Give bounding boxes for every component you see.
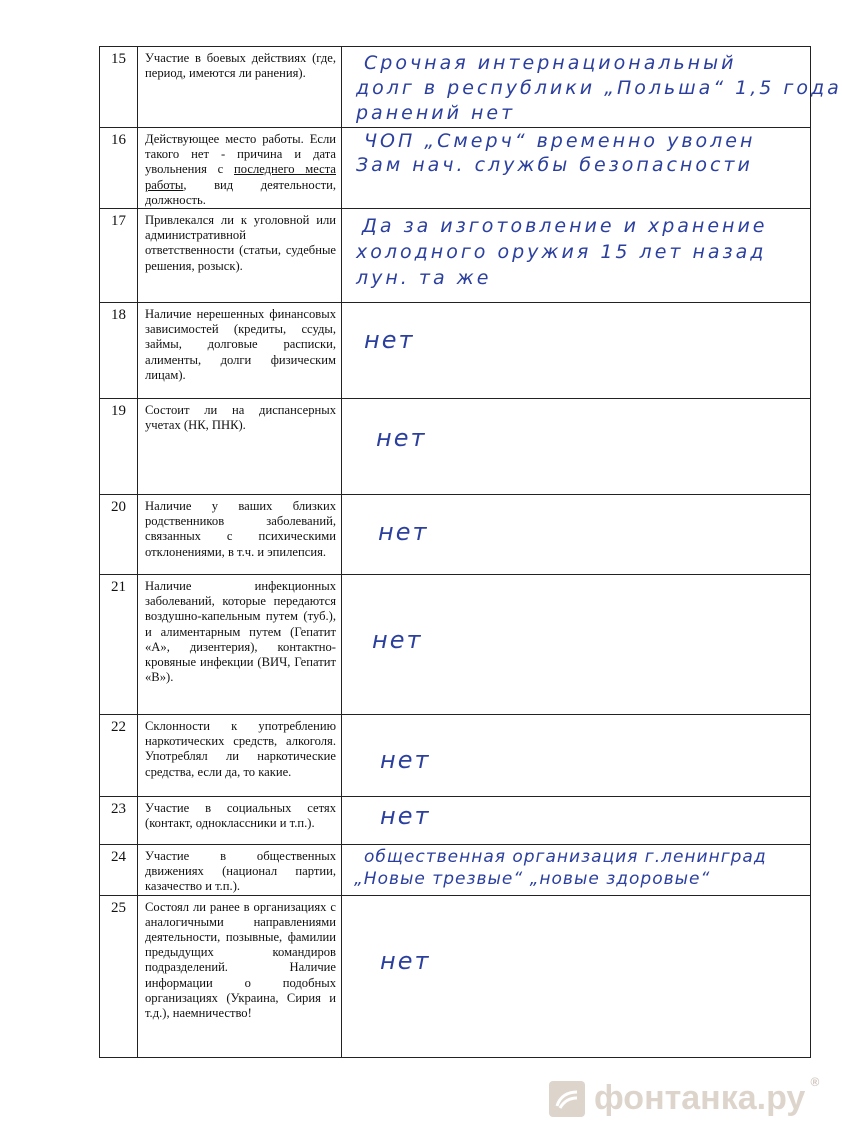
questionnaire-table xyxy=(99,46,842,1058)
watermark-text: фонтанка.ру xyxy=(594,1079,806,1117)
fontanka-logo-icon xyxy=(548,1080,586,1118)
question-text xyxy=(138,128,342,209)
handwritten-answer: нет xyxy=(378,518,429,547)
handwritten-answer: лун. та же xyxy=(356,267,492,290)
row-number: 18 xyxy=(100,303,138,399)
table-row xyxy=(100,128,811,209)
answer-cell xyxy=(342,399,811,495)
handwritten-answer: общественная организация г.ленинград xyxy=(364,847,767,868)
registered-mark: ® xyxy=(810,1075,820,1089)
question-text: Участие в общественных движениях (национал партии, казачество и т.п.). xyxy=(138,845,342,896)
question-text-part: Действующее место работы. Если такого нет - причина и дата увольнения с xyxy=(145,132,336,177)
table-row xyxy=(100,495,811,575)
table-row xyxy=(100,399,811,495)
answer-cell xyxy=(342,845,811,896)
handwritten-answer: холодного оружия 15 лет назад xyxy=(356,241,767,264)
row-number: 24 xyxy=(100,845,138,896)
handwritten-answer: нет xyxy=(380,946,431,975)
handwritten-answer: ЧОП „Смерч“ временно уволен xyxy=(364,130,756,152)
question-text: Состоит ли на диспансерных учетах (НК, ПНК). xyxy=(138,399,342,495)
handwritten-answer: нет xyxy=(380,746,431,775)
answer-cell xyxy=(342,895,811,1057)
answer-cell xyxy=(342,128,811,209)
handwritten-answer: нет xyxy=(376,424,427,453)
table-row xyxy=(100,303,811,399)
handwritten-answer: Срочная интернациональный xyxy=(364,52,737,74)
answer-cell xyxy=(342,715,811,797)
table-row xyxy=(100,895,811,1057)
question-text: Состоял ли ранее в организациях с аналогичными направлениями деятельности, позывные, фамилии предыдущих командиров подразделений. Наличие информации о подобных организациях (Украина, Сирия и т.д.), наемничество! xyxy=(138,895,342,1057)
answer-cell xyxy=(342,797,811,845)
table-row xyxy=(100,797,811,845)
answer-cell xyxy=(342,495,811,575)
table-row xyxy=(100,715,811,797)
handwritten-answer: нет xyxy=(380,802,431,831)
answer-cell xyxy=(342,47,842,128)
question-text-underlined: последнего места работы xyxy=(145,162,336,192)
question-text: Привлекался ли к уголовной или административной ответственности (статьи, судебные решения, розыск). xyxy=(138,209,342,303)
fontanka-watermark xyxy=(548,1075,820,1118)
row-number: 19 xyxy=(100,399,138,495)
row-number: 15 xyxy=(100,47,138,128)
row-number: 25 xyxy=(100,895,138,1057)
handwritten-answer: нет xyxy=(372,626,423,655)
row-number: 23 xyxy=(100,797,138,845)
table-row xyxy=(100,575,811,715)
answer-cell xyxy=(342,209,811,303)
table-row xyxy=(100,845,811,896)
row-number: 22 xyxy=(100,715,138,797)
table-row xyxy=(100,47,811,128)
handwritten-answer: нет xyxy=(364,326,415,355)
question-text-part: , вид деятельности, должность. xyxy=(145,177,336,207)
question-text: Наличие нерешенных финансовых зависимостей (кредиты, ссуды, займы, долговые расписки, алименты, долги физическим лицам). xyxy=(138,303,342,399)
answer-cell xyxy=(342,575,811,715)
row-number: 17 xyxy=(100,209,138,303)
handwritten-answer: Зам нач. службы безопасности xyxy=(356,154,753,176)
question-text: Наличие у ваших близких родственников заболеваний, связанных с психическими отклонениями, в т.ч. и эпилепсия. xyxy=(138,495,342,575)
answer-cell xyxy=(342,303,811,399)
row-number: 21 xyxy=(100,575,138,715)
handwritten-answer: „Новые трезвые“ „новые здоровые“ xyxy=(354,869,711,890)
question-text: Участие в боевых действиях (где, период, имеются ли ранения). xyxy=(138,47,342,128)
table-row xyxy=(100,209,811,303)
handwritten-answer: долг в республики „Польша“ 1,5 года xyxy=(356,77,842,99)
question-text: Склонности к употреблению наркотических средств, алкоголя. Употреблял ли наркотические средства, если да, то какие. xyxy=(138,715,342,797)
handwritten-answer: ранений нет xyxy=(356,102,516,124)
row-number: 20 xyxy=(100,495,138,575)
row-number: 16 xyxy=(100,128,138,209)
handwritten-answer: Да за изготовление и хранение xyxy=(362,215,768,238)
question-text: Участие в социальных сетях (контакт, одноклассники и т.п.). xyxy=(138,797,342,845)
question-text: Наличие инфекционных заболеваний, которые передаются воздушно-капельным путем (туб.), и алиментарным путем (Гепатит «А», дизентерия), контактно-кровяные инфекции (ВИЧ, Гепатит «В»). xyxy=(138,575,342,715)
